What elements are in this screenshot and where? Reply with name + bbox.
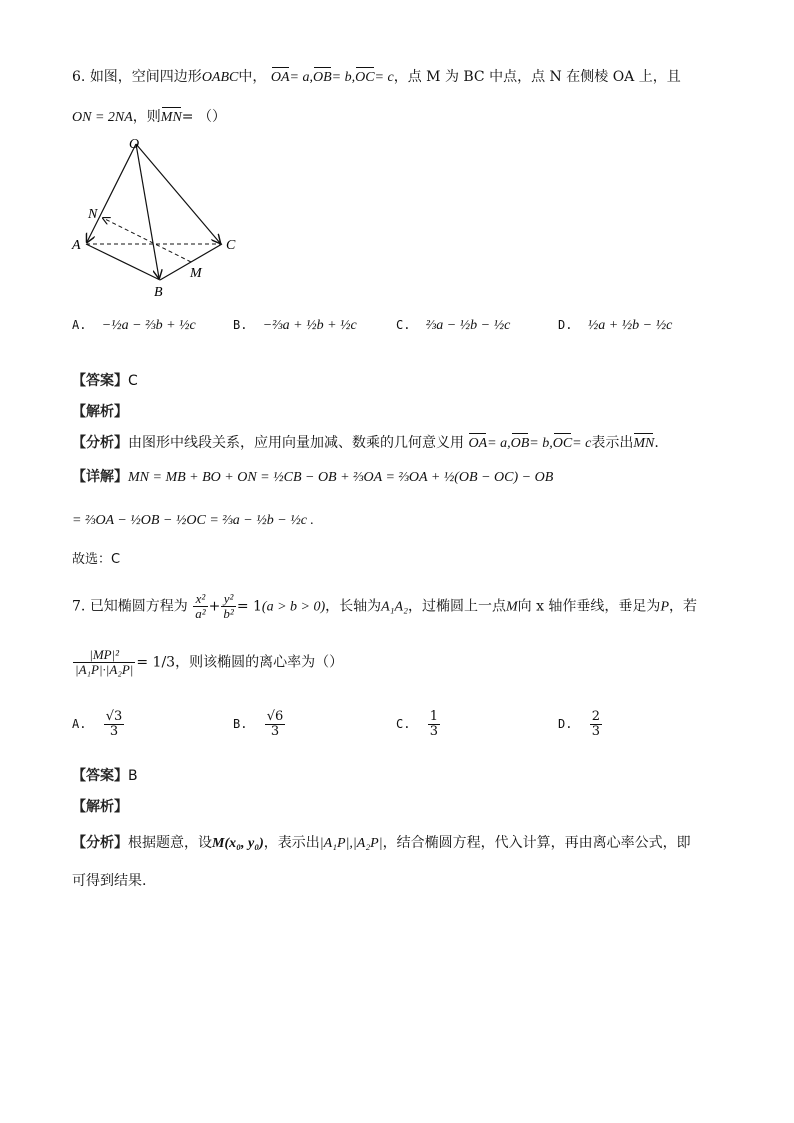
edge-oa (87, 144, 136, 242)
q6-option-b[interactable]: B. −⅔a + ½b + ½c (233, 318, 357, 333)
y2-over-b2: $\frac{\text{y²}}{\text{b²}}$ (223, 591, 234, 621)
label-m: M (190, 266, 202, 281)
q6-option-a[interactable]: A. −½a − ⅔b + ½c (72, 318, 196, 333)
q6-stem-line2: ON = 2NA，则MN= （） (72, 109, 226, 125)
label-c: C (226, 238, 236, 253)
q7-stem-line1: 7. 已知椭圆方程为 $\frac{\text{x²}}{\text{a²}}$ + $\frac{\text{y²}}{\text{b²}}$ = 1(a > b > 0)，长轴为A₁A₂，过椭圆上一点M向 x 轴作垂线，垂足为P，若 (72, 591, 697, 621)
label-o: O (129, 137, 140, 152)
label-a: A (72, 238, 81, 253)
q7-number: 7. (72, 598, 86, 615)
q7-option-d[interactable]: D. $\frac{2}{3}$ (558, 709, 600, 739)
q7-option-c[interactable]: C. $\frac{1}{3}$ (396, 709, 438, 739)
q6-option-d[interactable]: D. ½a + ½b − ½c (558, 318, 673, 333)
q6-analysis-heading: 【解析】 (72, 404, 128, 420)
label-n: N (88, 207, 98, 222)
q7-option-a[interactable]: A. $\frac{√3}{3}$ (72, 709, 123, 739)
q7-stem-line2: $\frac{\text{|MP|²}}{\text{|A₁P|·|A₂P|}}$ = 1/3，则该椭圆的离心率为（） (75, 647, 344, 677)
q7-option-b[interactable]: B. $\frac{√6}{3}$ (233, 709, 284, 739)
q6-option-c[interactable]: C. ⅔a − ½b − ½c (396, 318, 511, 333)
q7-fenxi-line1: 【分析】根据题意，设M(x₀, y₀)，表示出|A₁P|,|A₂P|，结合椭圆方程，代入计算，再由离心率公式，即 (72, 835, 691, 851)
edge-oc (136, 144, 220, 243)
q7-answer: 【答案】B (72, 768, 138, 784)
q7-analysis-heading: 【解析】 (72, 799, 128, 815)
q6-tetrahedron-figure (66, 132, 256, 302)
label-b: B (154, 285, 163, 300)
x2-over-a2: $\frac{\text{x²}}{\text{a²}}$ (195, 591, 206, 621)
vector-mn-hidden (103, 218, 191, 262)
q6-detail-step2: = ⅔OA − ½OB − ½OC = ⅔a − ½b − ½c . (72, 513, 314, 528)
q6-answer: 【答案】C (72, 373, 138, 389)
ratio-fraction: $\frac{\text{|MP|²}}{\text{|A₁P|·|A₂P|}}$ (75, 647, 134, 677)
q7-fenxi-line2: 可得到结果. (72, 873, 147, 889)
edge-ab (86, 244, 160, 280)
q6-stem-line1: 6. 如图，空间四边形OABC中， OA= a,OB= b,OC= c，点 M 为 BC 中点，点 N 在侧棱 OA 上，且 (72, 69, 681, 85)
q6-fenxi: 【分析】由图形中线段关系，应用向量加减、数乘的几何意义用 OA= a,OB= b,OC= c表示出MN. (72, 435, 659, 451)
q6-detail-step1: 【详解】MN = MB + BO + ON = ½CB − OB + ⅔OA = ⅔OA + ½(OB − OC) − OB (72, 469, 554, 485)
q6-number: 6. (72, 69, 86, 85)
edge-ob (136, 144, 159, 278)
q6-choose: 故选：C (72, 552, 121, 567)
